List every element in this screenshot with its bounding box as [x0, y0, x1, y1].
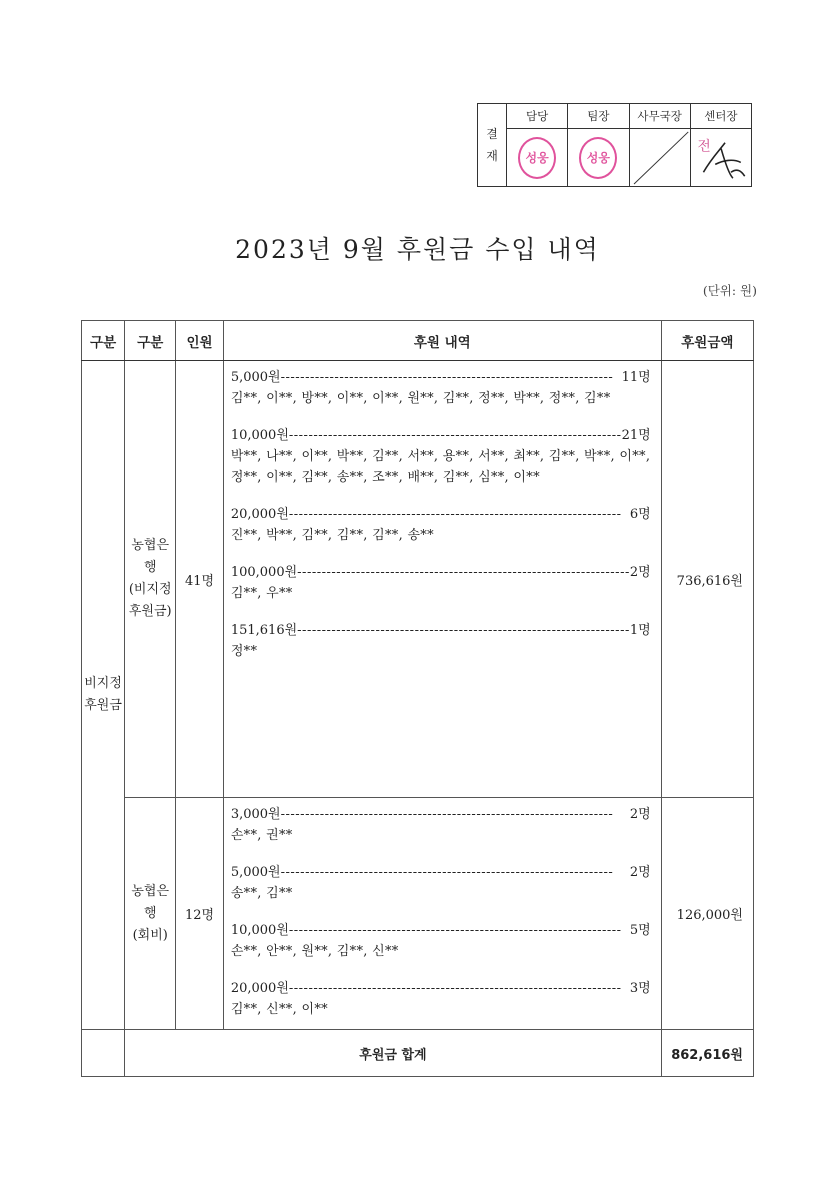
approval-sign-cell: [691, 129, 751, 186]
subcategory-line: (비지정후원금): [128, 582, 172, 619]
dash-leader: [289, 425, 622, 446]
group-names: 손**, 안**, 원**, 김**, 신**: [230, 944, 399, 959]
group-amount: 3,000원: [230, 807, 281, 822]
group-amount: 20,000원: [230, 507, 289, 522]
group-names: 박**, 나**, 이**, 박**, 김**, 서**, 용**, 서**, 최**, 김**, 박**, 이**, 정**, 이**, 김**, 송**, 조**, 배**, 김**, 심**, 이**: [230, 449, 651, 485]
approval-col-director: [691, 104, 751, 186]
approval-side-char: 결: [486, 127, 498, 141]
approval-col-staff: [507, 104, 568, 186]
donation-table: [81, 320, 754, 1077]
amount-cell: 126,000원: [661, 798, 753, 1030]
group-count: 2명: [629, 565, 651, 580]
group-amount: 151,616원: [230, 623, 298, 638]
group-count: 21명: [621, 428, 651, 443]
table-row: [82, 798, 754, 1030]
approval-side-label: [478, 104, 507, 186]
amount-cell: 736,616원: [661, 361, 753, 798]
approval-box: [477, 103, 752, 187]
dash-leader: [297, 562, 630, 583]
details-cell: [223, 361, 661, 798]
seal-stamp-icon: 성웅: [579, 137, 617, 179]
total-row: [82, 1030, 754, 1077]
count-cell: 41명: [176, 361, 224, 798]
page-title: 2023년 9월 후원금 수입 내역: [235, 235, 600, 264]
group-count: 6명: [629, 507, 651, 522]
group-amount: 5,000원: [230, 370, 281, 385]
group-names: 진**, 박**, 김**, 김**, 김**, 송**: [230, 528, 434, 543]
group-amount: 10,000원: [230, 428, 289, 443]
group-amount: 5,000원: [230, 865, 281, 880]
group-count: 1명: [629, 623, 651, 638]
header-details: 후원 내역: [223, 321, 661, 361]
group-count: 11명: [621, 370, 651, 385]
approval-sign-cell: [507, 129, 567, 186]
dash-leader: [281, 862, 630, 883]
subcategory-line: 농협은행: [131, 538, 170, 575]
donation-group: [231, 367, 651, 409]
approval-sign-cell: [630, 129, 690, 186]
approval-side-char: 재: [486, 149, 498, 163]
unit-note: (단위: 원): [702, 283, 757, 298]
dash-leader: [289, 920, 630, 941]
dash-leader: [281, 367, 622, 388]
subcategory-cell: [125, 798, 176, 1030]
approval-role: 팀장: [568, 104, 628, 129]
group-count: 2명: [629, 865, 651, 880]
donation-group: [231, 862, 651, 904]
diagonal-slash-icon: [630, 129, 690, 186]
approval-role: 센터장: [691, 104, 751, 129]
table-row: [82, 361, 754, 798]
category-line: 비지정: [84, 676, 122, 691]
donation-group: [231, 920, 651, 962]
group-count: 5명: [629, 923, 651, 938]
donation-group: [231, 425, 651, 488]
total-amount: 862,616원: [661, 1030, 753, 1077]
header-subcategory: 구분: [125, 321, 176, 361]
category-line: 후원금: [84, 698, 122, 713]
group-names: 김**, 신**, 이**: [230, 1002, 328, 1017]
subcategory-line: (회비): [132, 927, 168, 943]
signature-icon: [691, 129, 751, 186]
details-cell: [223, 798, 661, 1030]
director-initial: 전: [697, 138, 711, 155]
group-amount: 100,000원: [230, 565, 298, 580]
seal-stamp-icon: 성웅: [518, 137, 556, 179]
dash-leader: [281, 804, 630, 825]
group-amount: 20,000원: [230, 981, 289, 996]
count-cell: 12명: [176, 798, 224, 1030]
subcategory-line: 농협은행: [131, 883, 170, 921]
approval-sign-cell: [568, 129, 628, 186]
empty-cell: [82, 1030, 125, 1077]
donation-group: [231, 504, 651, 546]
category-cell: [82, 361, 125, 1030]
header-category: 구분: [82, 321, 125, 361]
approval-role: 사무국장: [630, 104, 690, 129]
group-count: 2명: [629, 807, 651, 822]
donation-group: [231, 562, 651, 604]
approval-role: 담당: [507, 104, 567, 129]
group-names: 김**, 이**, 방**, 이**, 이**, 원**, 김**, 정**, 박**, 정**, 김**: [230, 391, 611, 406]
subcategory-cell: [125, 361, 176, 798]
approval-col-secretary: [630, 104, 691, 186]
group-count: 3명: [629, 981, 651, 996]
donation-group: [231, 804, 651, 846]
approval-col-team-lead: [568, 104, 629, 186]
group-names: 송**, 김**: [230, 886, 293, 901]
dash-leader: [297, 620, 630, 641]
header-amount: 후원금액: [661, 321, 753, 361]
dash-leader: [289, 504, 630, 525]
table-header-row: [82, 321, 754, 361]
donation-group: [231, 620, 651, 662]
header-count: 인원: [176, 321, 224, 361]
group-names: 정**: [230, 644, 258, 659]
donation-group: [231, 978, 651, 1020]
group-names: 김**, 우**: [230, 586, 293, 601]
group-names: 손**, 권**: [230, 828, 293, 843]
dash-leader: [289, 978, 630, 999]
total-label: 후원금 합계: [125, 1030, 662, 1077]
group-amount: 10,000원: [230, 923, 289, 938]
